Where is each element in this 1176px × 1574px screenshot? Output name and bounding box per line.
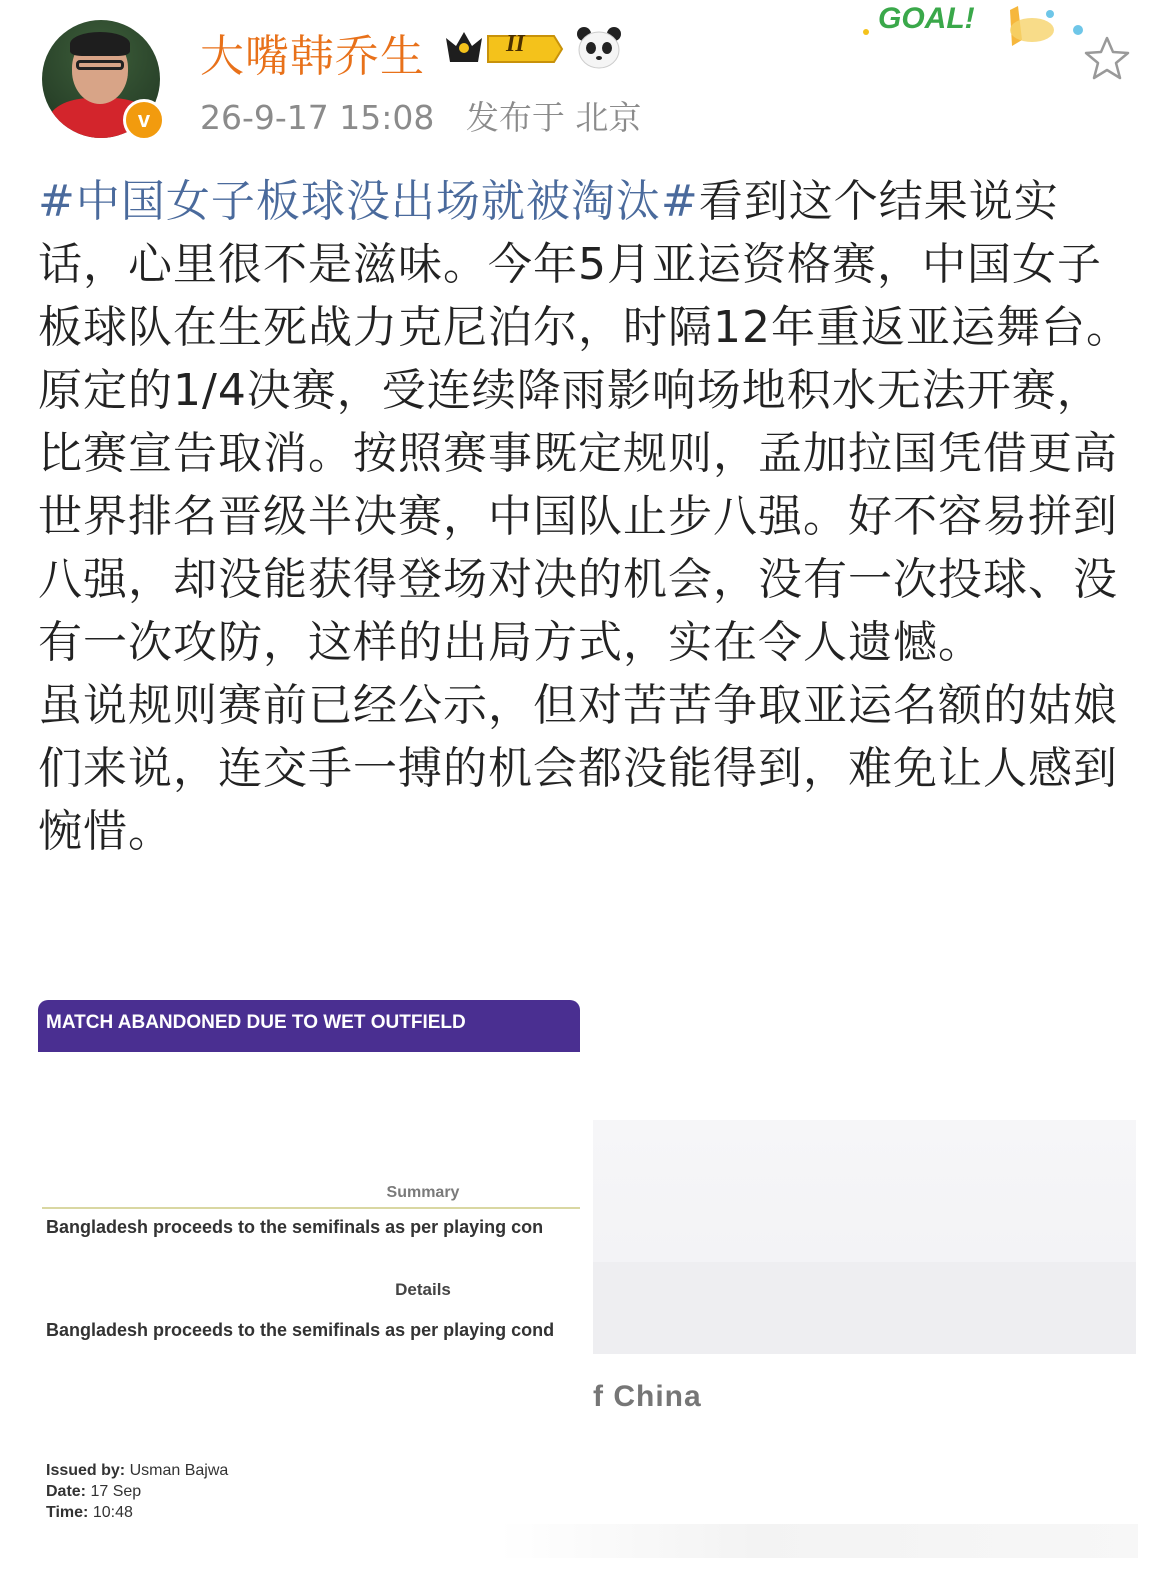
match-status-banner: MATCH ABANDONED DUE TO WET OUTFIELD [38, 1000, 580, 1052]
post-paragraph-1-text: 看到这个结果说实话，心里很不是滋味。今年5月亚运资格赛，中国女子板球队在生死战力克尼泊尔，时隔12年重返亚运舞台。 [38, 176, 1131, 353]
post-paragraph-1 [38, 170, 1138, 359]
time-row [46, 1502, 228, 1523]
date-row [46, 1481, 228, 1502]
post-location: 发布于 北京 [465, 98, 642, 137]
china-text-fragment: f China [593, 1380, 702, 1413]
post-body [38, 170, 1138, 863]
hashtag-link[interactable]: #中国女子板球没出场就被淘汰# [38, 176, 699, 227]
post-paragraph-3: 虽说规则赛前已经公示，但对苦苦争取亚运名额的姑娘们来说，连交手一搏的机会都没能得到，难免让人感到惋惜。 [38, 680, 1118, 857]
blurred-strip [498, 1524, 1138, 1558]
issued-by-value: Usman Bajwa [129, 1462, 229, 1479]
post-meta [200, 92, 641, 139]
attached-image[interactable] [38, 1000, 1136, 1560]
details-title: Details [395, 1280, 451, 1299]
crown-level: II [506, 31, 525, 57]
avatar-hair [70, 32, 130, 56]
summary-text: Bangladesh proceeds to the semifinals as per playing con [46, 1217, 544, 1237]
time-value: 10:48 [92, 1504, 133, 1521]
summary-divider [42, 1207, 580, 1209]
crown-icon[interactable] [444, 28, 564, 70]
time-label: Time: [46, 1504, 89, 1521]
verified-icon: v [123, 99, 165, 141]
post-paragraph-2: 原定的1/4决赛，受连续降雨影响场地积水无法开赛，比赛宣告取消。按照赛事既定规则，孟加拉国凭借更高世界排名晋级半决赛，中国队止步八强。好不容易拼到八强，却没能获得登场对决的机会，没有一次投球、没有一次攻防，这样的出局方式，实在令人遗憾。 [38, 365, 1118, 668]
panda-icon [576, 26, 622, 70]
blurred-panel-lower [593, 1262, 1136, 1354]
summary-title: Summary [386, 1184, 460, 1201]
username[interactable]: 大嘴韩乔生 [200, 31, 425, 82]
details-text: Bangladesh proceeds to the semifinals as per playing cond [46, 1320, 555, 1340]
date-label: Date: [46, 1483, 87, 1500]
issued-by-row [46, 1460, 228, 1481]
avatar-glasses [76, 60, 124, 70]
date-value: 17 Sep [90, 1483, 142, 1500]
goal-badge: GOAL! [878, 2, 975, 35]
issued-info [46, 1460, 228, 1523]
star-icon[interactable] [1082, 34, 1132, 84]
issued-by-label: Issued by: [46, 1462, 126, 1479]
post-timestamp: 26-9-17 15:08 [200, 98, 435, 137]
